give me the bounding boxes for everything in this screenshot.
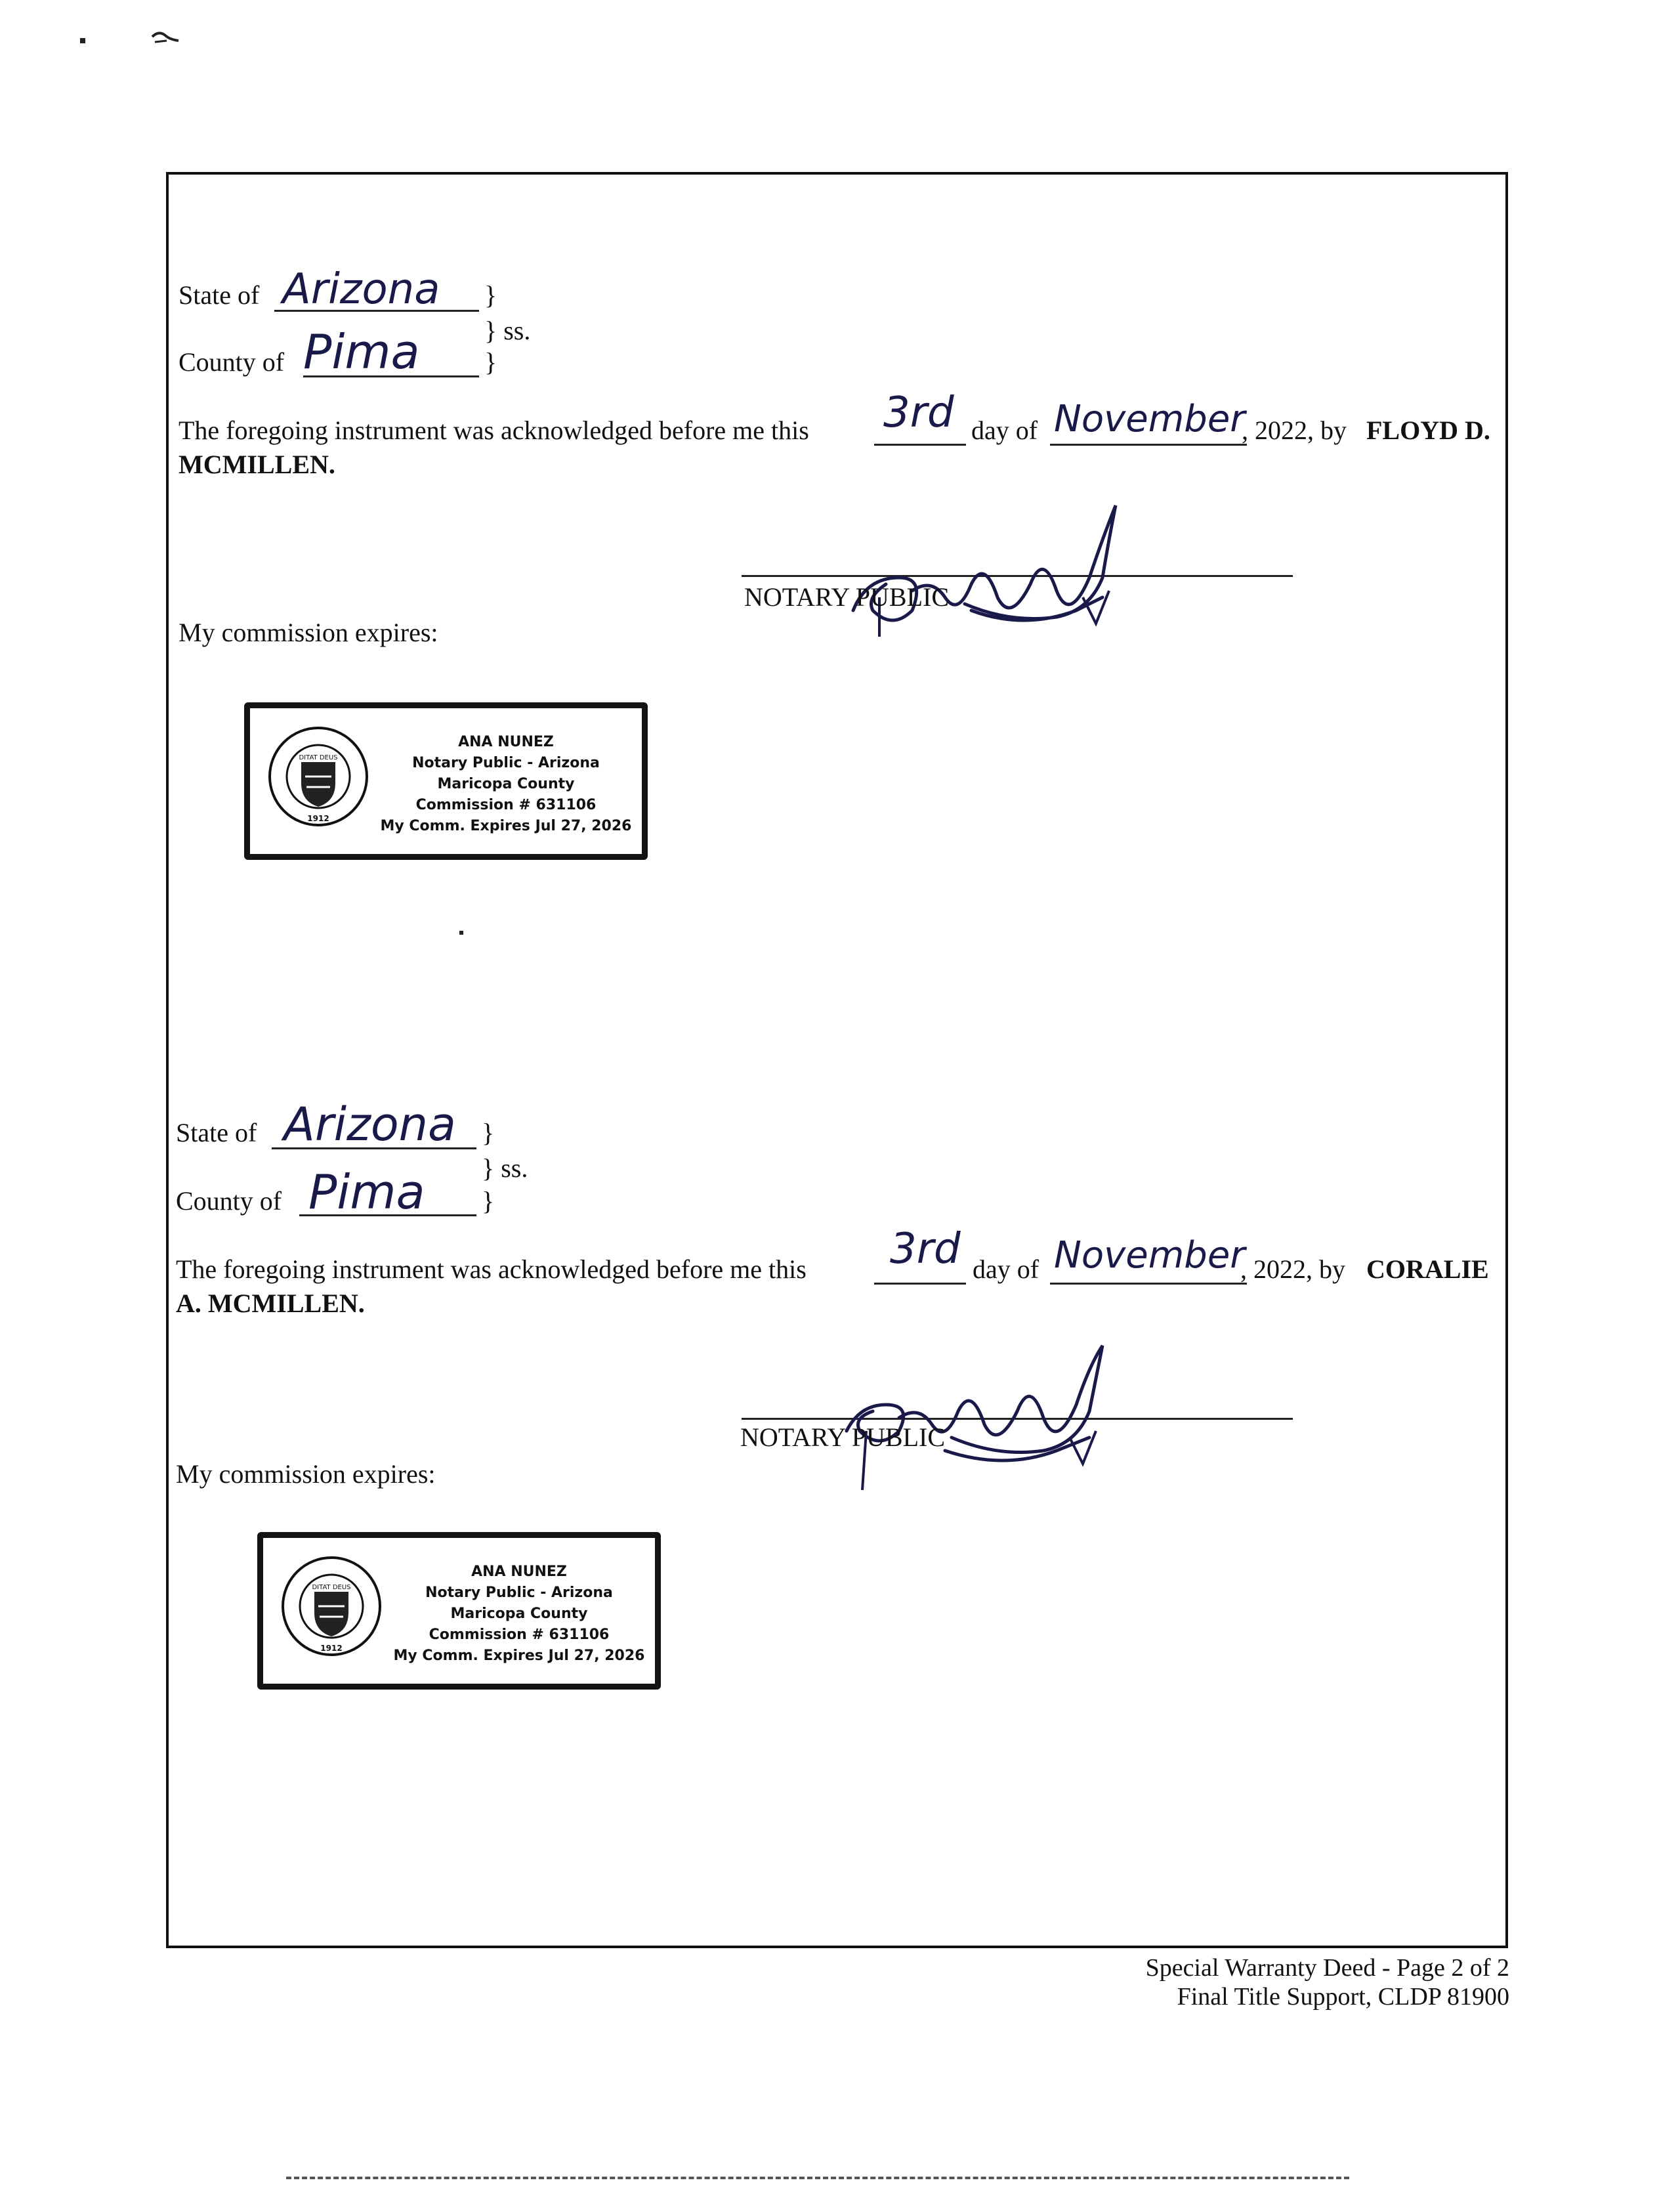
brace-top: } — [482, 1118, 495, 1147]
month-handwritten-value: November — [1054, 398, 1246, 440]
bottom-scan-artifact — [286, 2177, 1349, 2179]
county-label: County of — [178, 347, 285, 377]
brace-top: } — [484, 280, 497, 310]
seal-year: 1912 — [307, 814, 329, 823]
seal-motto: DITAT DEUS — [312, 1584, 351, 1591]
commission-expires-label: My commission expires: — [178, 618, 438, 647]
stamp-commission-number: Commission # 631106 — [415, 797, 597, 813]
acknowledgment-text: The foregoing instrument was acknowledged before me this — [178, 416, 809, 445]
stamp-county: Maricopa County — [437, 776, 575, 792]
page-footer — [984, 1953, 1509, 2011]
stray-dot — [459, 931, 463, 935]
day-handwritten-value: 3rd — [883, 389, 954, 437]
state-handwritten-value: Arizona — [284, 1098, 456, 1151]
ss-label: } ss. — [484, 316, 531, 345]
stamp-county: Maricopa County — [450, 1606, 588, 1622]
party-name-line2: MCMILLEN. — [178, 450, 335, 479]
footer-reference: Final Title Support, CLDP 81900 — [1177, 1983, 1509, 2011]
stray-mark-squiggle — [150, 28, 182, 47]
stamp-notary-name: ANA NUNEZ — [471, 1564, 567, 1580]
stamp-expiration: My Comm. Expires Jul 27, 2026 — [393, 1648, 645, 1664]
day-of-label: day of — [971, 416, 1038, 445]
stray-mark-dot — [80, 38, 85, 43]
arizona-seal-icon — [279, 1554, 384, 1659]
notary-public-label: NOTARY PUBLIC — [740, 1422, 946, 1452]
stamp-expiration: My Comm. Expires Jul 27, 2026 — [380, 818, 632, 834]
stamp-title: Notary Public - Arizona — [412, 755, 600, 771]
day-of-label: day of — [973, 1254, 1040, 1284]
notary-stamp-1 — [244, 702, 648, 860]
state-handwritten-value: Arizona — [282, 265, 440, 314]
party-name-line2: A. MCMILLEN. — [176, 1289, 365, 1318]
state-label: State of — [176, 1118, 257, 1147]
year-by-text: , 2022, by — [1240, 1254, 1345, 1284]
stamp-text-block — [375, 732, 637, 837]
arizona-seal-icon — [266, 724, 371, 829]
day-handwritten-value: 3rd — [890, 1225, 961, 1273]
acknowledgment-text: The foregoing instrument was acknowledged before me this — [176, 1254, 807, 1284]
state-label: State of — [178, 280, 260, 310]
notary-signature — [840, 479, 1155, 637]
brace-bottom: } — [482, 1186, 495, 1216]
stamp-notary-name: ANA NUNEZ — [458, 734, 554, 750]
commission-expires-label: My commission expires: — [176, 1459, 436, 1489]
seal-year: 1912 — [320, 1644, 343, 1653]
party-name-line1: FLOYD D. — [1366, 416, 1490, 445]
notary-signature — [833, 1339, 1148, 1497]
notary-public-label: NOTARY PUBLIC — [744, 582, 950, 612]
stamp-commission-number: Commission # 631106 — [429, 1627, 610, 1643]
month-handwritten-value: November — [1054, 1234, 1246, 1277]
footer-document-title: Special Warranty Deed - Page 2 of 2 — [1145, 1954, 1509, 1982]
ss-label: } ss. — [482, 1153, 528, 1183]
seal-motto: DITAT DEUS — [299, 754, 338, 761]
notary-stamp-2 — [257, 1532, 661, 1690]
year-by-text: , 2022, by — [1242, 416, 1347, 445]
brace-bottom: } — [484, 347, 497, 377]
county-label: County of — [176, 1186, 282, 1216]
stamp-text-block — [388, 1562, 650, 1667]
stamp-title: Notary Public - Arizona — [425, 1585, 613, 1601]
county-handwritten-value: Pima — [308, 1164, 425, 1220]
county-handwritten-value: Pima — [303, 324, 420, 379]
party-name-line1: CORALIE — [1366, 1254, 1489, 1284]
